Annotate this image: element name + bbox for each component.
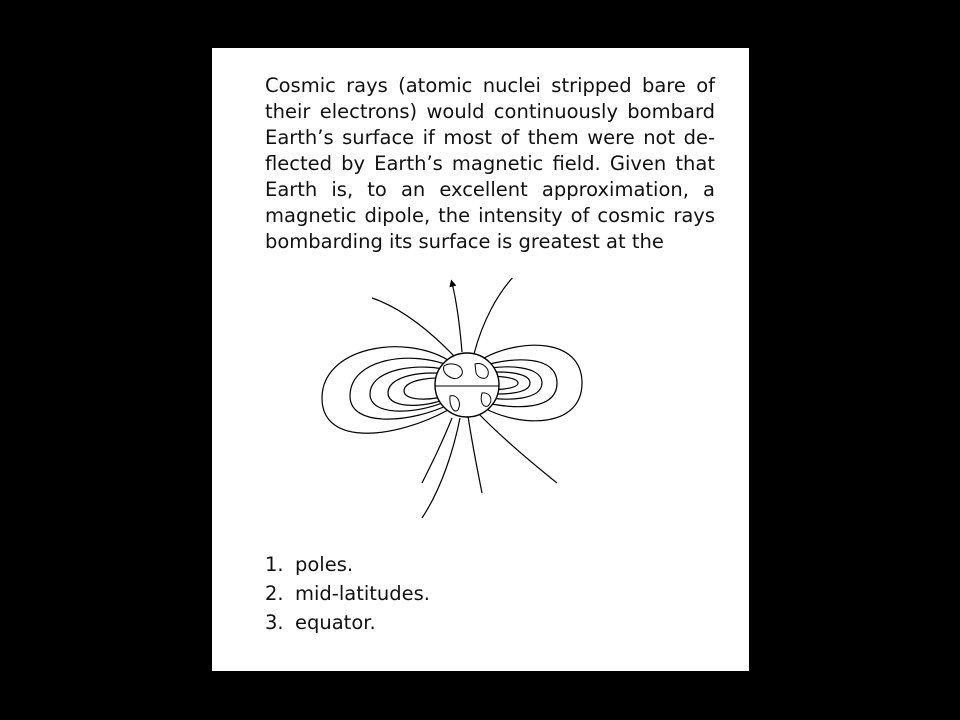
choice-text: equator. (295, 611, 376, 634)
question-line: magnetic dipole, the intensity of cosmic rays (265, 204, 715, 227)
question-line: Earth is, to an excellent approximation, a (265, 178, 715, 201)
slide-page (212, 48, 749, 671)
earth-icon (435, 353, 499, 417)
question-line: Cosmic rays (atomic nuclei stripped bare of (265, 74, 715, 97)
question-line: Earth’s surface if most of them were not de- (265, 126, 715, 149)
choice-text: mid-latitudes. (295, 582, 430, 605)
answer-choice[interactable] (265, 608, 430, 637)
answer-choices (265, 550, 430, 637)
question-text (265, 73, 715, 255)
question-line: flected by Earth’s magnetic field. Given that (265, 152, 715, 175)
question-line: their electrons) would continuously bombard (265, 100, 715, 123)
choice-number: 2. (265, 582, 284, 605)
answer-choice[interactable] (265, 550, 430, 579)
answer-choice[interactable] (265, 579, 430, 608)
question-line: bombarding its surface is greatest at the (265, 230, 664, 253)
choice-number: 1. (265, 553, 284, 576)
earth-magnetic-field-diagram (292, 278, 592, 528)
choice-number: 3. (265, 611, 284, 634)
choice-text: poles. (295, 553, 354, 576)
